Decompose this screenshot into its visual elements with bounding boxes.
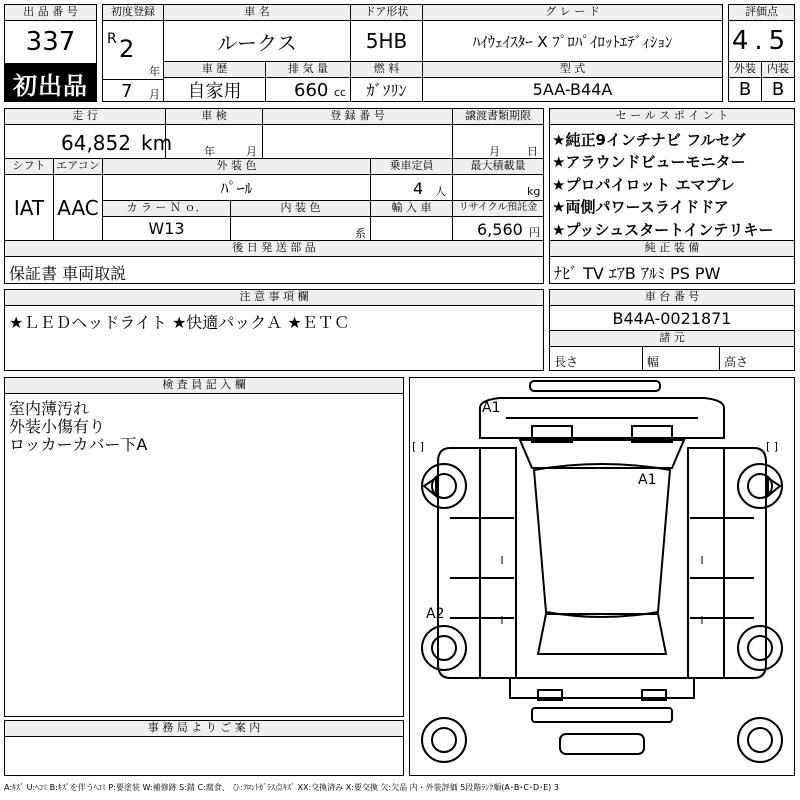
sales-points-header: セ ー ル ス ポ イ ン ト <box>549 108 795 125</box>
car-name: ルークス <box>163 20 351 62</box>
first-listing-badge: 初出品 <box>4 64 97 102</box>
bracket-mark-right: [ ] <box>766 440 779 453</box>
later-parts: 保証書 車両取説 <box>4 256 544 284</box>
damage-mark-a1-roof: A1 <box>638 472 657 488</box>
dims-header: 諸 元 <box>549 330 795 347</box>
recycle-header: リサイクル預託金 <box>452 200 544 217</box>
chassis-header: 車 台 番 号 <box>549 289 795 306</box>
first-registration: R 2 年 <box>102 20 164 80</box>
office-notice <box>4 736 404 776</box>
interior-grade-header: 内装 <box>761 61 795 78</box>
fuel: ｶﾞｿﾘﾝ <box>350 77 423 102</box>
chassis-number: B44A-0021871 <box>549 305 795 331</box>
first-registration-header: 初度登録 <box>102 4 164 21</box>
max-load: kg <box>452 174 544 201</box>
int-color: 系 <box>230 216 371 241</box>
lot-number-value: 337 <box>25 27 76 57</box>
equipment: ﾅﾋﾞ TV ｴｱB ｱﾙﾐ PS PW <box>549 256 795 284</box>
aircon: AAC <box>53 174 103 241</box>
lot-number-header: 出 品 番 号 <box>4 4 97 21</box>
reg-number <box>262 124 453 159</box>
ext-color-header: 外 装 色 <box>102 158 371 175</box>
sales-point: ★アラウンドビューモニター <box>552 153 746 171</box>
max-load-header: 最大積載量 <box>452 158 544 175</box>
damage-diagram <box>409 377 795 776</box>
shift: IAT <box>4 174 54 241</box>
score: 4.5 <box>728 20 795 62</box>
equipment-header: 純 正 装 備 <box>549 240 795 257</box>
mileage: 64,852 km <box>4 124 166 159</box>
interior-grade: B <box>761 77 795 102</box>
reg-number-header: 登 録 番 号 <box>262 108 453 125</box>
office-header: 事 務 局 よ り ご 案 内 <box>4 720 404 737</box>
displacement-header: 排 気 量 <box>265 61 351 78</box>
inspection-date: 年 月 <box>165 124 263 159</box>
sales-point: ★プッシュスタートインテリキー <box>552 221 774 239</box>
capacity-header: 乗車定員 <box>370 158 453 175</box>
door-shape: 5HB <box>350 20 423 62</box>
inspector-note: 外装小傷有り <box>9 417 106 436</box>
dim-length: 長さ <box>549 346 643 371</box>
sales-point: ★プロパイロット エマブレ <box>552 176 735 194</box>
transfer-due: 月 日 <box>452 124 544 159</box>
damage-mark-a1-front: A1 <box>482 400 501 416</box>
exterior-grade-header: 外装 <box>728 61 762 78</box>
score-header: 評価点 <box>728 4 795 21</box>
inspector-note: ロッカーカバー下A <box>9 435 148 454</box>
notes: ★ＬＥＤヘッドライト ★快適パックＡ ★ＥＴＣ <box>4 305 544 371</box>
history-header: 車 歴 <box>163 61 266 78</box>
int-color-header: 内 装 色 <box>230 200 371 217</box>
displacement: 660 cc <box>265 77 351 102</box>
first-registration-month: 7 月 <box>102 79 164 102</box>
bracket-mark-left: [ ] <box>412 440 425 453</box>
sales-point: ★純正9インチナビ フルセグ <box>552 131 746 149</box>
car-name-header: 車 名 <box>163 4 351 21</box>
notes-header: 注 意 事 項 欄 <box>4 289 544 306</box>
model-code-header: 型 式 <box>422 61 723 78</box>
door-header: ドア形状 <box>350 4 423 21</box>
shift-header: シフト <box>4 158 54 175</box>
ext-color: ﾊﾟｰﾙ <box>102 174 371 201</box>
inspection-header: 車 検 <box>165 108 263 125</box>
grade: ﾊｲｳｪｲｽﾀｰ X ﾌﾟﾛﾊﾟｲﾛｯﾄｴﾃﾞｨｼｮﾝ <box>422 20 723 62</box>
history: 自家用 <box>163 77 266 102</box>
aircon-header: エアコン <box>53 158 103 175</box>
lot-number <box>4 20 97 64</box>
sales-points <box>549 124 795 241</box>
inspector-note: 室内薄汚れ <box>9 399 90 418</box>
exterior-grade: B <box>728 77 762 102</box>
transfer-due-header: 譲渡書類期限 <box>452 108 544 125</box>
inspector-notes <box>4 393 404 717</box>
import-header: 輸 入 車 <box>370 200 453 217</box>
car-outline-diagram <box>410 378 794 775</box>
color-no-header: カ ラ ー Ｎ ｏ． <box>102 200 231 217</box>
grade-header: グ レ ー ド <box>422 4 723 21</box>
capacity: 4 人 <box>370 174 453 201</box>
recycle-deposit: 6,560 円 <box>452 216 544 241</box>
mileage-header: 走 行 <box>4 108 166 125</box>
dim-height: 高さ <box>719 346 795 371</box>
dim-width: 幅 <box>642 346 720 371</box>
sales-point: ★両側パワースライドドア <box>552 198 729 216</box>
import <box>370 216 453 241</box>
inspector-header: 検 査 員 記 入 欄 <box>4 377 404 394</box>
model-code: 5AA-B44A <box>422 77 723 102</box>
damage-mark-a2-side: A2 <box>426 606 445 622</box>
later-parts-header: 後 日 発 送 部 品 <box>4 240 544 257</box>
legend: A:ｷｽﾞ U:ﾍｺﾐ B:ｷｽﾞを伴うﾍｺﾐ P:要塗装 W:補修跡 S:錆 C:腐食、 ひ:ﾌﾛﾝﾄｶﾞﾗｽ点ｷｽﾞ XX:交換済み X:要交換 欠:欠品 内・外装評価 5段階ﾗﾝｸ順(A･B･C･D･E) 3 <box>4 783 559 792</box>
color-no: W13 <box>102 216 231 241</box>
fuel-header: 燃 料 <box>350 61 423 78</box>
